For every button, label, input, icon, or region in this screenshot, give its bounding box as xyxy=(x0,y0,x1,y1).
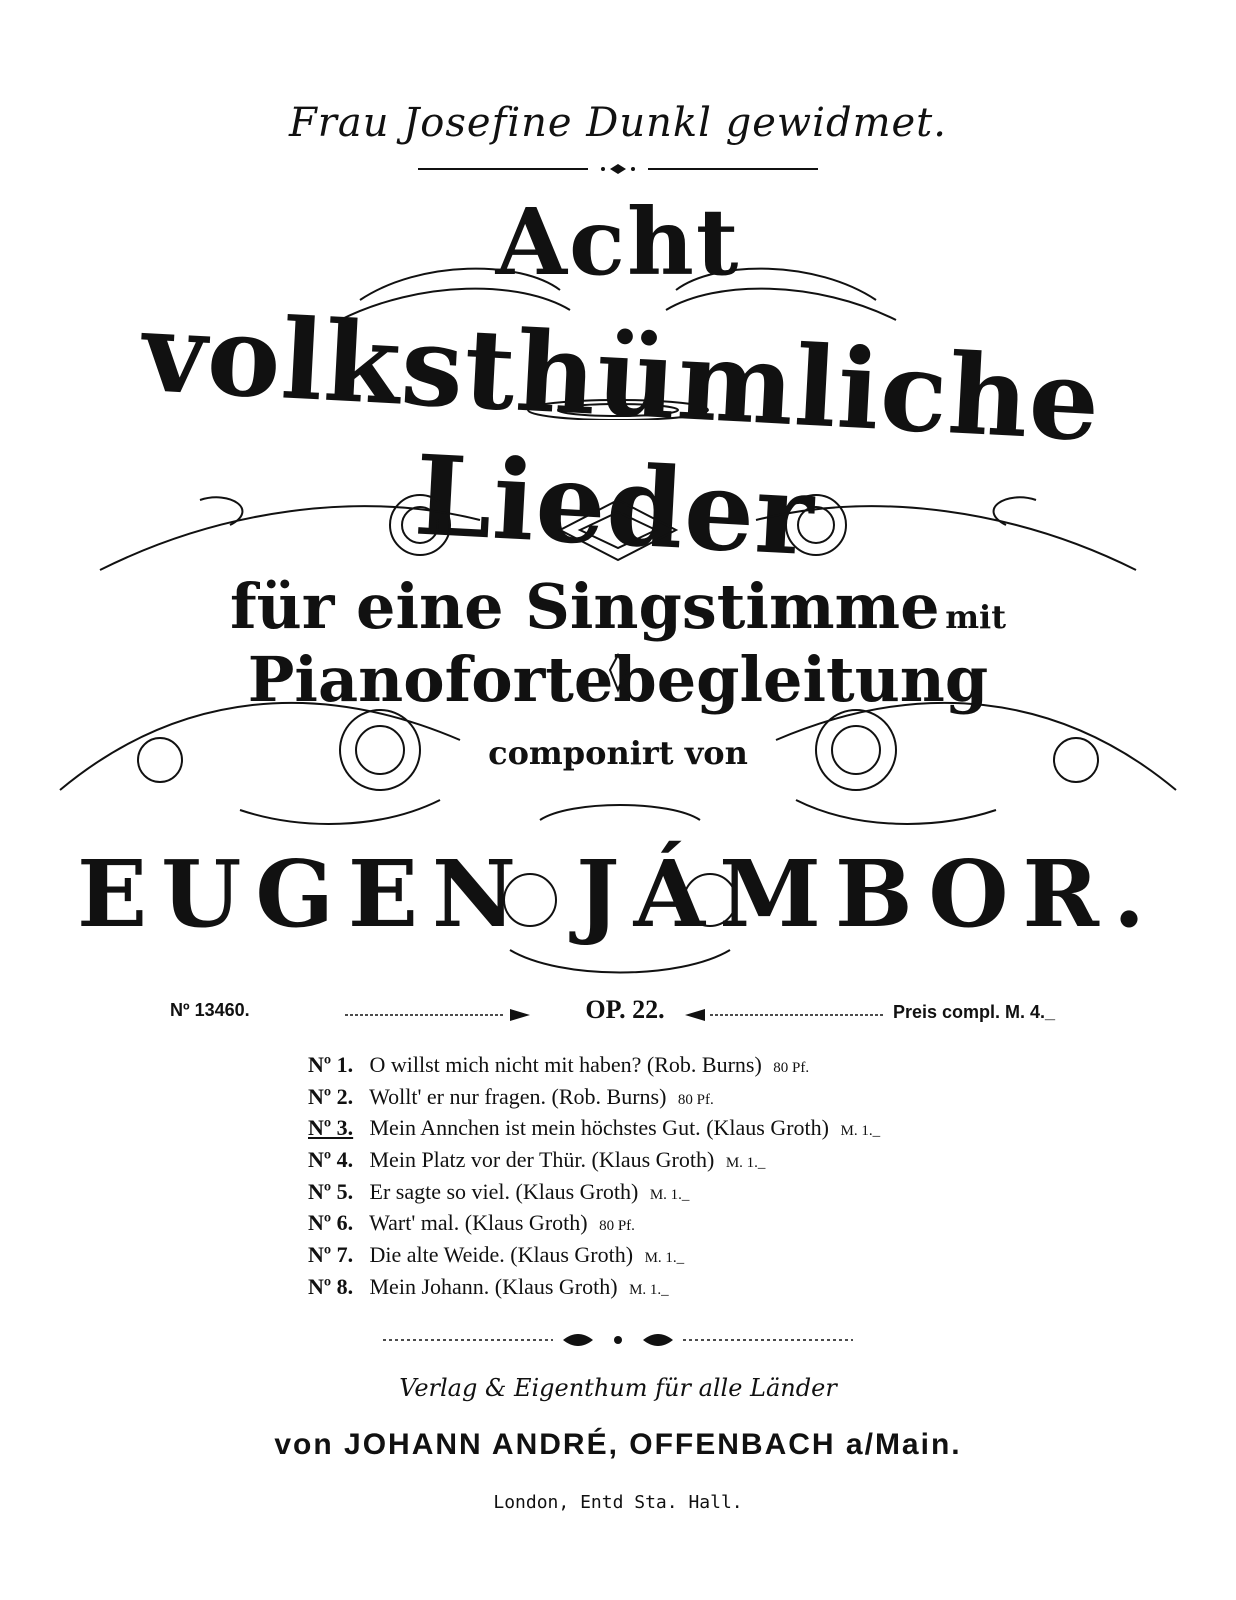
song-price: 80 Pf. xyxy=(773,1060,810,1076)
publisher-line: von JOHANN ANDRÉ, OFFENBACH a/Main. xyxy=(274,1428,962,1461)
song-author: (Klaus Groth) xyxy=(510,1242,634,1268)
song-author: (Rob. Burns) xyxy=(646,1052,762,1077)
title-line-1: Acht xyxy=(495,188,741,296)
song-title: Wollt' er nur fragen. xyxy=(369,1083,547,1109)
subtitle-part-3: Pianofortebegleitung xyxy=(247,643,989,716)
dedication: Frau Josefine Dunkl gewidmet. xyxy=(289,100,947,146)
song-price: 80 Pf. xyxy=(599,1218,635,1235)
song-title: Mein Platz vor der Thür. xyxy=(369,1147,586,1173)
publisher-divider xyxy=(383,1330,853,1350)
ornament-upper xyxy=(0,470,1236,580)
song-title: Die alte Weide. xyxy=(369,1242,505,1268)
song-list xyxy=(308,1052,1008,1306)
song-number: Nº 7. xyxy=(308,1242,354,1268)
price-complete: Preis compl. M. 4._ xyxy=(893,1002,1056,1022)
song-item xyxy=(308,1210,1008,1242)
song-author: (Klaus Groth) xyxy=(464,1210,588,1236)
verlag-line: Verlag & Eigenthum für alle Länder xyxy=(399,1374,837,1402)
song-title: Er sagte so viel. xyxy=(369,1178,511,1204)
song-number: Nº 4. xyxy=(308,1147,354,1173)
plate-number: Nº 13460. xyxy=(170,1000,250,1020)
song-price: 80 Pf. xyxy=(677,1091,714,1108)
song-item xyxy=(308,1115,1008,1147)
song-title: Mein Annchen ist mein höchstes Gut. xyxy=(369,1115,701,1141)
opus-number: OP. 22. xyxy=(585,995,665,1024)
subtitle-part-2: mit xyxy=(945,598,1006,636)
registration-line: London, Entd Sta. Hall. xyxy=(493,1492,743,1513)
song-title: Wart' mal. xyxy=(369,1210,460,1236)
song-author: (Rob. Burns) xyxy=(551,1083,667,1109)
composer-name: EUGEN JÁMBOR. xyxy=(76,840,1159,948)
song-author: (Klaus Groth) xyxy=(591,1147,715,1173)
song-author: (Klaus Groth) xyxy=(515,1178,639,1204)
song-price: M. 1._ xyxy=(725,1155,766,1172)
song-author: (Klaus Groth) xyxy=(494,1273,618,1299)
song-item xyxy=(308,1179,1008,1211)
song-item xyxy=(308,1052,1008,1084)
song-price: M. 1._ xyxy=(649,1186,690,1203)
title-line-2: volksthümliche Lieder xyxy=(139,287,1104,581)
song-title: O willst mich nicht mit haben? xyxy=(369,1052,642,1077)
subtitle-part-1: für eine Singstimme xyxy=(230,570,940,643)
composed-by-label: componirt von xyxy=(488,734,748,772)
song-title: Mein Johann. xyxy=(369,1273,490,1299)
song-number: Nº 3. xyxy=(308,1115,354,1141)
song-item xyxy=(308,1147,1008,1179)
song-item xyxy=(308,1242,1008,1274)
song-number: Nº 6. xyxy=(308,1210,354,1236)
song-price: M. 1._ xyxy=(644,1250,685,1267)
dedication-divider xyxy=(418,162,818,176)
song-price: M. 1._ xyxy=(840,1123,881,1140)
song-number: Nº 8. xyxy=(308,1273,354,1299)
song-price: M. 1._ xyxy=(629,1281,669,1298)
song-number: Nº 2. xyxy=(308,1083,354,1109)
song-author: (Klaus Groth) xyxy=(706,1115,829,1141)
song-number: Nº 5. xyxy=(308,1178,354,1204)
song-number: Nº 1. xyxy=(308,1052,354,1077)
song-item xyxy=(308,1274,1008,1306)
song-item xyxy=(308,1084,1008,1116)
